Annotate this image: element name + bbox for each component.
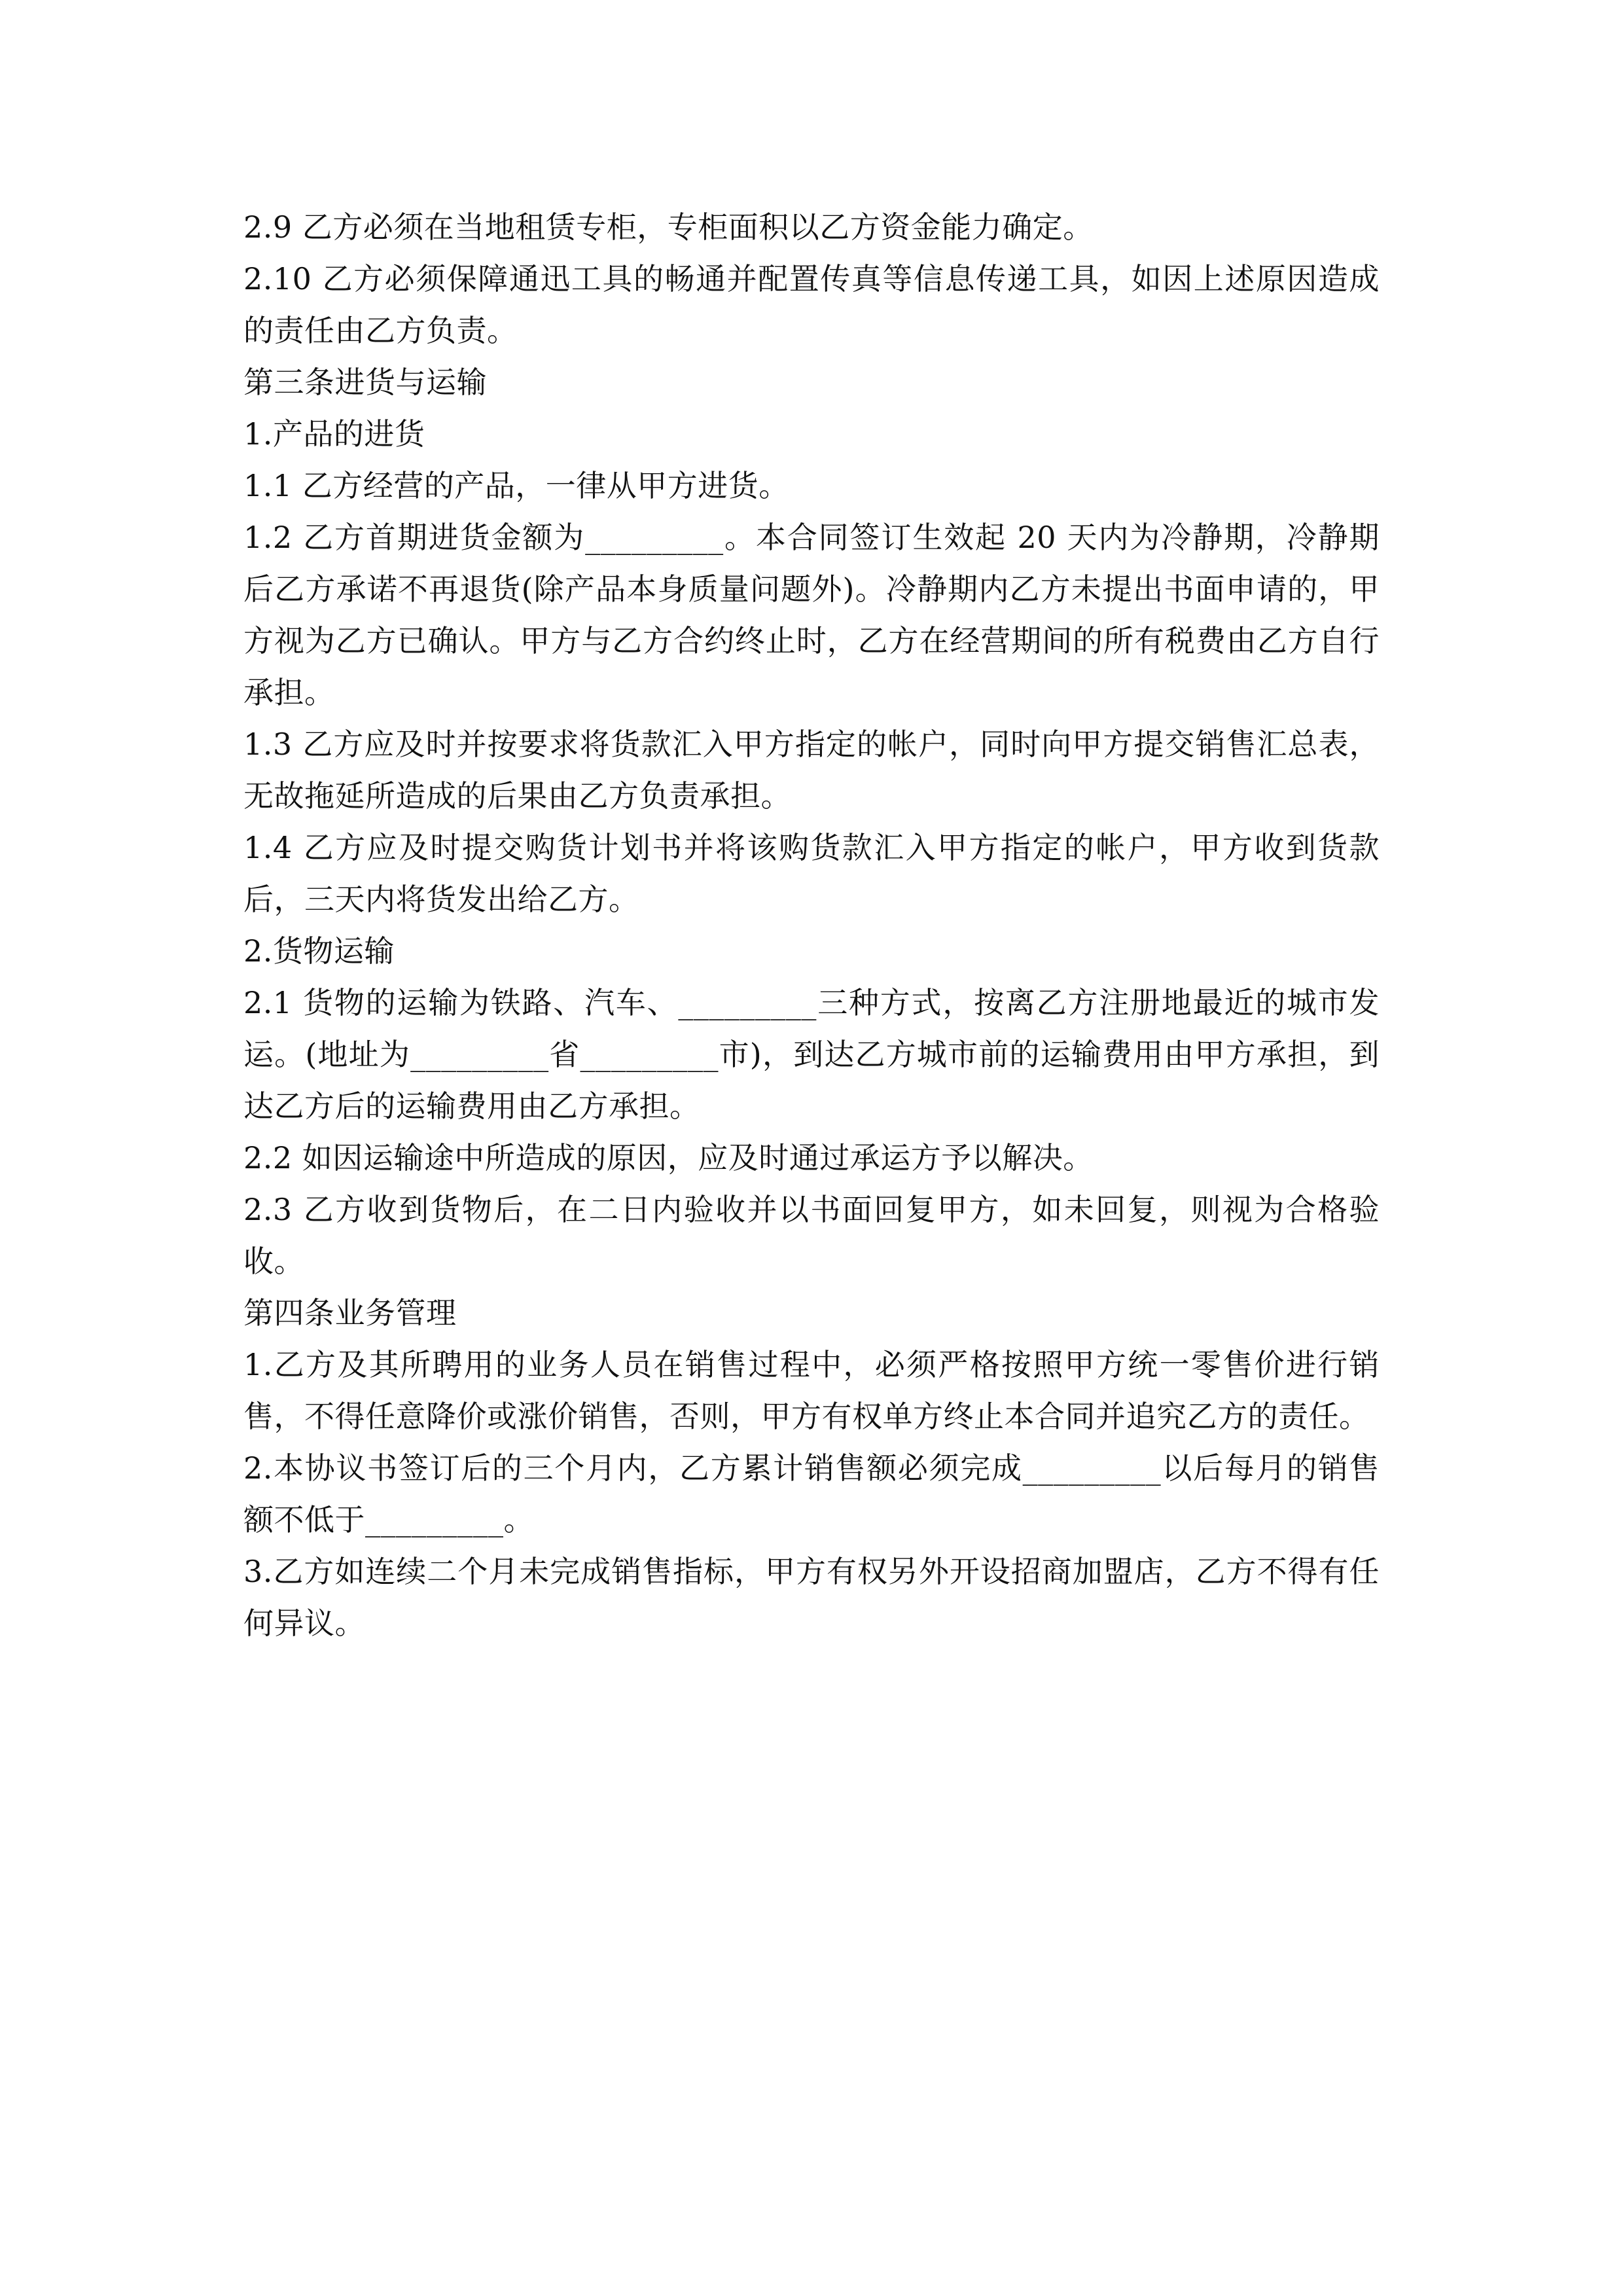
article-4-item-2: 2.本协议书签订后的三个月内，乙方累计销售额必须完成_________以后每月的销售额不低于_________。	[243, 1450, 1380, 1537]
clause-2-10: 2.10 乙方必须保障通迅工具的畅通并配置传真等信息传递工具，如因上述原因造成的责任由乙方负责。	[243, 261, 1380, 348]
clause-1-3: 1.3 乙方应及时并按要求将货款汇入甲方指定的帐户，同时向甲方提交销售汇总表，无故拖延所造成的后果由乙方负责承担。	[243, 726, 1380, 814]
clause-2-3: 2.3 乙方收到货物后，在二日内验收并以书面回复甲方，如未回复，则视为合格验收。	[243, 1192, 1380, 1279]
clause-1-1: 1.1 乙方经营的产品，一律从甲方进货。	[243, 468, 789, 503]
article-4-item-3: 3.乙方如连续二个月未完成销售指标，甲方有权另外开设招商加盟店，乙方不得有任何异议。	[243, 1554, 1380, 1641]
clause-1-2: 1.2 乙方首期进货金额为_________。本合同签订生效起 20 天内为冷静期，冷静期后乙方承诺不再退货(除产品本身质量问题外)。冷静期内乙方未提出书面申请的，甲方视为乙方已确认。甲方与乙方合约终止时，乙方在经营期间的所有税费由乙方自行承担。	[243, 520, 1380, 710]
document-body	[243, 202, 1380, 1649]
clause-1-4: 1.4 乙方应及时提交购货计划书并将该购货款汇入甲方指定的帐户，甲方收到货款后，三天内将货发出给乙方。	[243, 830, 1380, 917]
clause-2-9: 2.9 乙方必须在当地租赁专柜，专柜面积以乙方资金能力确定。	[243, 209, 1094, 245]
clause-2-2: 2.2 如因运输途中所造成的原因，应及时通过承运方予以解决。	[243, 1140, 1094, 1175]
article-4-item-1: 1.乙方及其所聘用的业务人员在销售过程中，必须严格按照甲方统一零售价进行销售，不得任意降价或涨价销售，否则，甲方有权单方终止本合同并追究乙方的责任。	[243, 1347, 1380, 1434]
clause-2-1: 2.1 货物的运输为铁路、汽车、_________三种方式，按离乙方注册地最近的城市发运。(地址为_________省_________市)，到达乙方城市前的运输费用由甲方承担，到达乙方后的运输费用由乙方承担。	[243, 985, 1380, 1124]
article-4-heading: 第四条业务管理	[243, 1295, 457, 1331]
article-3-heading: 第三条进货与运输	[243, 365, 487, 400]
section-1-heading: 1.产品的进货	[243, 416, 425, 452]
section-2-heading: 2.货物运输	[243, 933, 395, 969]
